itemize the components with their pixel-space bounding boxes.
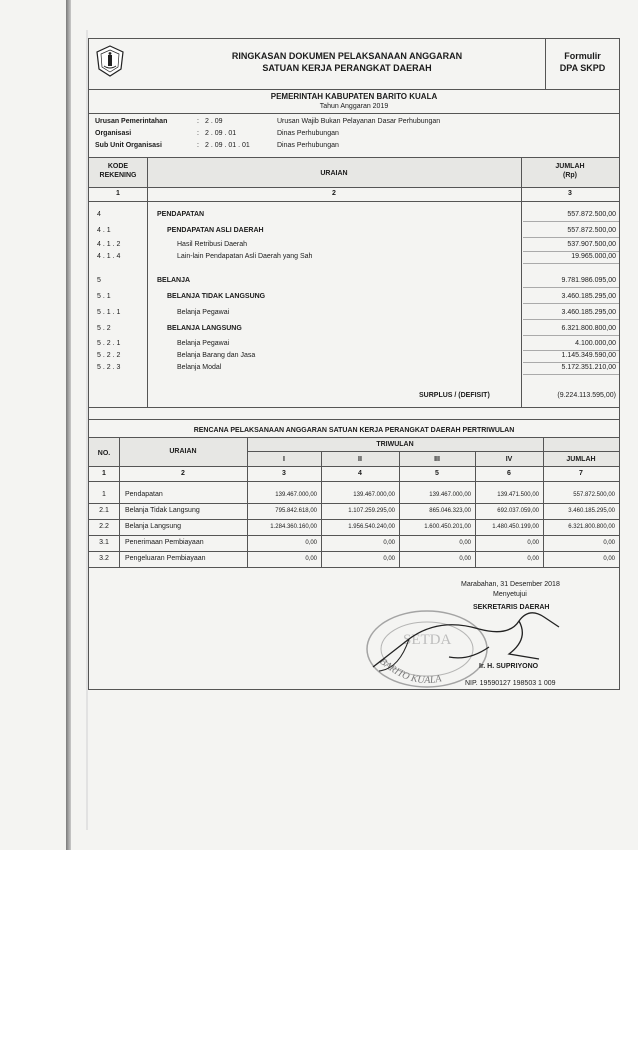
document-title-line2: SATUAN KERJA PERANGKAT DAERAH bbox=[262, 63, 432, 73]
signatory-nip: NIP. 19590127 198503 1 009 bbox=[465, 680, 556, 687]
quarter-amount: 139.467.000,00 bbox=[275, 492, 317, 498]
info-label: Sub Unit Organisasi bbox=[95, 142, 162, 149]
info-description: Urusan Wajib Bukan Pelayanan Dasar Perhubungan bbox=[277, 118, 441, 125]
amount-underline bbox=[523, 303, 619, 304]
column-line bbox=[543, 438, 544, 567]
kode-rekening-cell: 5 . 1 . 1 bbox=[97, 309, 121, 316]
row-description: Pendapatan bbox=[125, 491, 163, 498]
uraian-cell: BELANJA TIDAK LANGSUNG bbox=[167, 293, 266, 300]
uraian-cell: PENDAPATAN ASLI DAERAH bbox=[167, 227, 264, 234]
kode-rekening-cell: 4 . 1 . 4 bbox=[97, 253, 121, 260]
form-label: Formulir bbox=[564, 51, 601, 61]
amount-underline bbox=[523, 237, 619, 238]
jumlah-cell: 5.172.351.210,00 bbox=[561, 364, 616, 371]
colnum-1: 1 bbox=[116, 190, 120, 197]
amount-underline bbox=[523, 263, 619, 264]
amount-underline bbox=[523, 350, 619, 351]
row-line bbox=[89, 551, 619, 552]
document-title-line1: RINGKASAN DOKUMEN PELAKSANAAN ANGGARAN bbox=[231, 51, 463, 61]
uraian-cell: Belanja Pegawai bbox=[177, 340, 230, 347]
colnum-bottom-line bbox=[89, 481, 619, 482]
quarter-amount: 1.107.259.295,00 bbox=[348, 508, 395, 514]
column-line bbox=[247, 438, 248, 567]
government-name: PEMERINTAH KABUPATEN BARITO KUALA bbox=[270, 92, 438, 101]
row-number: 1 bbox=[102, 491, 106, 498]
jumlah-header: JUMLAH bbox=[566, 456, 596, 463]
quarter-4-header: IV bbox=[505, 456, 513, 463]
row-line bbox=[89, 503, 619, 504]
quarter-amount: 1.480.450.199,00 bbox=[492, 524, 539, 530]
quarter-amount: 1.956.540.240,00 bbox=[348, 524, 395, 530]
uraian-header: URAIAN bbox=[320, 170, 348, 177]
signatory-name: Ir. H. SUPRIYONO bbox=[479, 663, 539, 670]
jumlah-cell: 3.460.185.295,00 bbox=[561, 309, 616, 316]
quarter-amount: 139.467.000,00 bbox=[353, 492, 395, 498]
handwritten-signature bbox=[369, 599, 579, 679]
no-header: NO. bbox=[97, 450, 111, 457]
surplus-label: SURPLUS / (DEFISIT) bbox=[419, 392, 490, 399]
row-number: 2.2 bbox=[99, 523, 109, 530]
row-description: Belanja Tidak Langsung bbox=[125, 507, 200, 514]
kode-header: KODE bbox=[107, 163, 129, 170]
info-label: Organisasi bbox=[95, 130, 132, 137]
uraian-cell: Hasil Retribusi Daerah bbox=[177, 241, 248, 248]
row-number: 3.1 bbox=[99, 539, 109, 546]
info-code: 2 . 09 . 01 bbox=[205, 130, 237, 137]
quarter-1-header: I bbox=[283, 456, 285, 463]
info-label: Urusan Pemerintahan bbox=[95, 118, 168, 125]
info-description: Dinas Perhubungan bbox=[277, 142, 339, 149]
amount-underline bbox=[523, 221, 619, 222]
jumlah-cell: 19.965.000,00 bbox=[571, 253, 616, 260]
info-separator: : bbox=[197, 118, 199, 125]
row-description: Belanja Langsung bbox=[125, 523, 182, 530]
amount-underline bbox=[523, 362, 619, 363]
column-line bbox=[119, 438, 120, 567]
info-code: 2 . 09 . 01 . 01 bbox=[205, 142, 250, 149]
kode-rekening-cell: 5 . 2 . 1 bbox=[97, 340, 121, 347]
uraian-cell: BELANJA bbox=[157, 277, 191, 284]
row-line bbox=[89, 535, 619, 536]
amount-underline bbox=[523, 335, 619, 336]
binding-shadow bbox=[66, 0, 71, 850]
uraian-cell: PENDAPATAN bbox=[157, 211, 205, 218]
uraian-cell: Belanja Barang dan Jasa bbox=[177, 352, 256, 359]
colnum-2: 2 bbox=[332, 190, 336, 197]
fiscal-year: Tahun Anggaran 2019 bbox=[319, 103, 389, 110]
row-description: Pengeluaran Pembiayaan bbox=[125, 555, 206, 562]
jumlah-cell: 4.100.000,00 bbox=[575, 340, 616, 347]
column-line bbox=[321, 451, 322, 567]
jumlah-cell: 1.145.349.590,00 bbox=[561, 352, 616, 359]
row-description: Penerimaan Pembiayaan bbox=[125, 539, 204, 546]
uraian-cell: Lain-lain Pendapatan Asli Daerah yang Sah bbox=[177, 253, 313, 260]
jumlah-cell: 6.321.800.800,00 bbox=[561, 325, 616, 332]
kode-rekening-cell: 5 bbox=[97, 277, 101, 284]
kode-rekening-cell: 5 . 1 bbox=[97, 293, 111, 300]
column-line bbox=[399, 451, 400, 567]
quarterly-plan-title: RENCANA PELAKSANAAN ANGGARAN SATUAN KERJA PERANGKAT DAERAH PERTRIWULAN bbox=[193, 427, 515, 434]
kode-rekening-cell: 4 . 1 . 2 bbox=[97, 241, 121, 248]
quarter-amount: 0,00 bbox=[527, 540, 539, 546]
jumlah-cell: 3.460.185.295,00 bbox=[561, 293, 616, 300]
kode-rekening-cell: 5 . 2 . 2 bbox=[97, 352, 121, 359]
quarter-amount: 139.471.500,00 bbox=[497, 492, 539, 498]
svg-text:BARITO KUALA: BARITO KUALA bbox=[377, 655, 443, 687]
jumlah-cell: 557.872.500,00 bbox=[567, 227, 616, 234]
quarter-amount: 0,00 bbox=[603, 540, 615, 546]
column-number: 5 bbox=[435, 470, 439, 477]
rp-header: (Rp) bbox=[563, 172, 577, 179]
row-number: 2.1 bbox=[99, 507, 109, 514]
quarter-2-header: II bbox=[358, 456, 362, 463]
kode-rekening-cell: 4 bbox=[97, 211, 101, 218]
quarter-amount: 795.842.618,00 bbox=[275, 508, 317, 514]
form-code: DPA SKPD bbox=[559, 63, 606, 73]
quarter-amount: 0,00 bbox=[383, 540, 395, 546]
dpa-document bbox=[88, 38, 620, 690]
info-description: Dinas Perhubungan bbox=[277, 130, 339, 137]
row-number: 3.2 bbox=[99, 555, 109, 562]
column-number: 6 bbox=[507, 470, 511, 477]
row-line bbox=[89, 567, 619, 568]
column-number: 3 bbox=[282, 470, 286, 477]
jumlah-cell: 557.872.500,00 bbox=[567, 211, 616, 218]
triwulan-header: TRIWULAN bbox=[376, 441, 414, 448]
uraian-header: URAIAN bbox=[169, 448, 197, 455]
amount-underline bbox=[523, 319, 619, 320]
signatory-position: SEKRETARIS DAERAH bbox=[473, 604, 550, 611]
approval-text: Menyetujui bbox=[493, 591, 527, 598]
amount-underline bbox=[523, 287, 619, 288]
column-line bbox=[475, 451, 476, 567]
quarter-amount: 0,00 bbox=[527, 556, 539, 562]
quarter-amount: 0,00 bbox=[305, 556, 317, 562]
jumlah-cell: 537.907.500,00 bbox=[567, 241, 616, 248]
quarter-amount: 6.321.800.800,00 bbox=[568, 524, 615, 530]
rekening-header: REKENING bbox=[99, 172, 137, 179]
uraian-cell: Belanja Modal bbox=[177, 364, 222, 371]
quarter-amount: 1.600.450.201,00 bbox=[424, 524, 471, 530]
uraian-cell: BELANJA LANGSUNG bbox=[167, 325, 242, 332]
info-code: 2 . 09 bbox=[205, 118, 223, 125]
quarter-amount: 557.872.500,00 bbox=[573, 492, 615, 498]
quarter-amount: 0,00 bbox=[459, 556, 471, 562]
quarter-amount: 0,00 bbox=[603, 556, 615, 562]
kode-rekening-cell: 5 . 2 bbox=[97, 325, 111, 332]
quarter-amount: 1.284.360.160,00 bbox=[270, 524, 317, 530]
quarter-amount: 865.046.323,00 bbox=[429, 508, 471, 514]
kode-rekening-cell: 5 . 2 . 3 bbox=[97, 364, 121, 371]
column-number: 4 bbox=[358, 470, 362, 477]
header-bottom-line bbox=[89, 466, 619, 467]
quarter-amount: 0,00 bbox=[383, 556, 395, 562]
amount-underline bbox=[523, 374, 619, 375]
kode-rekening-cell: 4 . 1 bbox=[97, 227, 111, 234]
jumlah-header: JUMLAH bbox=[555, 163, 585, 170]
row-line bbox=[89, 519, 619, 520]
surplus-value: (9.224.113.595,00) bbox=[557, 392, 616, 399]
quarter-amount: 0,00 bbox=[305, 540, 317, 546]
triwulan-divider bbox=[247, 451, 619, 452]
amount-underline bbox=[523, 251, 619, 252]
info-separator: : bbox=[197, 142, 199, 149]
quarter-3-header: III bbox=[434, 456, 440, 463]
quarter-amount: 0,00 bbox=[459, 540, 471, 546]
svg-text:SETDA: SETDA bbox=[403, 632, 452, 648]
quarter-amount: 3.460.185.295,00 bbox=[568, 508, 615, 514]
jumlah-cell: 9.781.986.095,00 bbox=[561, 277, 616, 284]
column-number: 1 bbox=[102, 470, 106, 477]
column-number: 2 bbox=[181, 470, 185, 477]
regency-emblem-icon bbox=[95, 45, 125, 77]
column-number: 7 bbox=[579, 470, 583, 477]
quarter-amount: 139.467.000,00 bbox=[429, 492, 471, 498]
info-separator: : bbox=[197, 130, 199, 137]
place-date: Marabahan, 31 Desember 2018 bbox=[461, 581, 560, 588]
quarter-amount: 692.037.059,00 bbox=[497, 508, 539, 514]
colnum-3: 3 bbox=[568, 190, 572, 197]
uraian-cell: Belanja Pegawai bbox=[177, 309, 230, 316]
